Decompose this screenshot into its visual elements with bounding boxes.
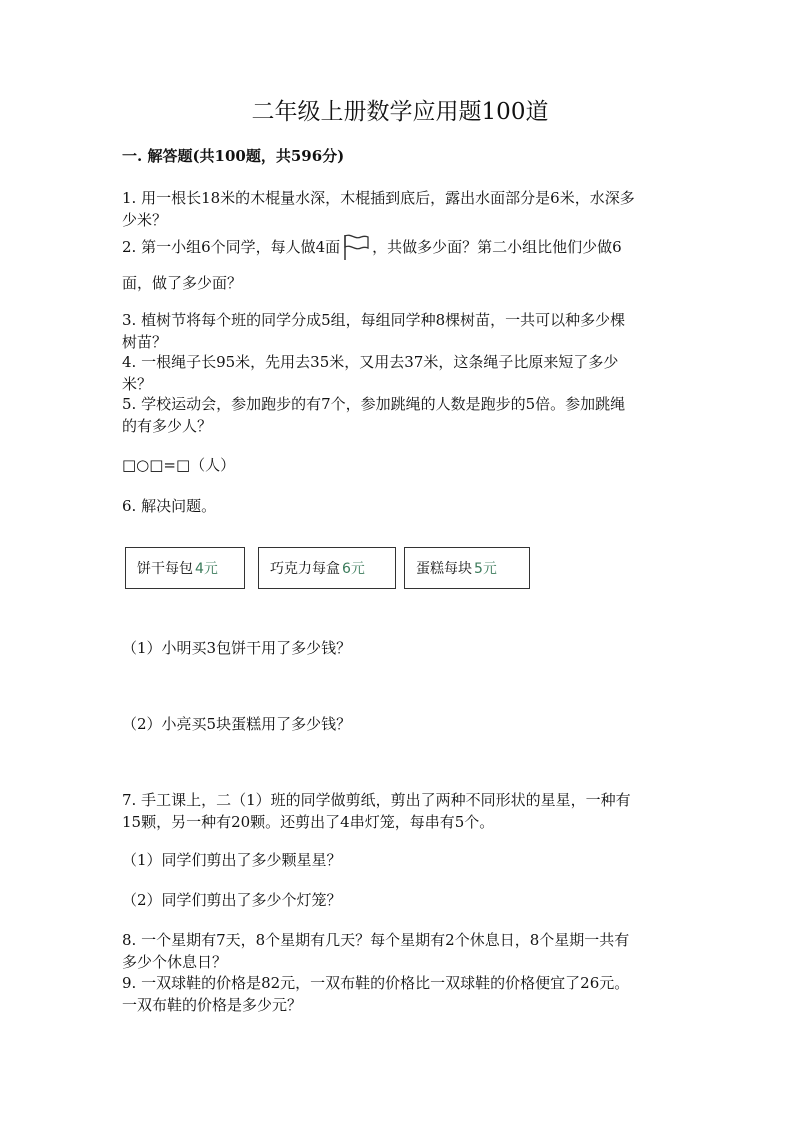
flag-icon <box>342 233 370 261</box>
price-box-label: 巧克力每盒 <box>270 561 340 577</box>
section-heading: 一. 解答题(共100题，共596分) <box>122 147 345 165</box>
question-7-line-2: 15颗，另一种有20颗。还剪出了4串灯笼，每串有5个。 <box>122 813 495 831</box>
question-5-line-1: 5. 学校运动会，参加跑步的有7个，参加跳绳的人数是跑步的5倍。参加跳绳 <box>122 395 626 413</box>
question-4-line-1: 4. 一根绳子长95米，先用去35米，又用去37米，这条绳子比原来短了多少 <box>122 353 619 371</box>
price-box-label: 饼干每包 <box>137 561 193 577</box>
price-value: 5元 <box>474 561 497 577</box>
question-3-line-2: 树苗？ <box>122 333 168 351</box>
price-box-biscuit <box>125 547 245 589</box>
price-box-label: 蛋糕每块 <box>416 561 472 577</box>
question-6-line-1: 6. 解决问题。 <box>122 497 217 515</box>
question-2-text-a: 2. 第一小组6个同学，每人做4面 <box>122 238 341 256</box>
price-value: 6元 <box>342 561 365 577</box>
question-8-line-2: 多少个休息日？ <box>122 953 228 971</box>
question-1-line-1: 1. 用一根长18米的木棍量水深，木棍插到底后，露出水面部分是6米，水深多 <box>122 189 635 207</box>
question-5-line-2: 的有多少人？ <box>122 417 213 435</box>
question-5-formula: □○□=□（人） <box>122 456 236 474</box>
price-value: 4元 <box>195 561 218 577</box>
page-title: 二年级上册数学应用题100道 <box>251 99 549 125</box>
question-2-line-1 <box>122 233 682 261</box>
question-6-sub-2: （2）小亮买5块蛋糕用了多少钱？ <box>122 715 352 733</box>
question-7-line-1: 7. 手工课上，二（1）班的同学做剪纸，剪出了两种不同形状的星星，一种有 <box>122 791 631 809</box>
question-9-line-1: 9. 一双球鞋的价格是82元，一双布鞋的价格比一双球鞋的价格便宜了26元。 <box>122 974 630 992</box>
question-9-line-2: 一双布鞋的价格是多少元？ <box>122 996 303 1014</box>
question-1-line-2: 少米？ <box>122 211 168 229</box>
price-box-cake <box>404 547 530 589</box>
question-4-line-2: 米？ <box>122 375 153 393</box>
question-7-sub-1: （1）同学们剪出了多少颗星星？ <box>122 851 342 869</box>
question-8-line-1: 8. 一个星期有7天，8个星期有几天？每个星期有2个休息日，8个星期一共有 <box>122 931 630 949</box>
question-2-line-2: 面，做了多少面？ <box>122 274 243 292</box>
question-2-text-b: ，共做多少面？第二小组比他们少做6 <box>372 238 622 256</box>
question-7-sub-2: （2）同学们剪出了多少个灯笼？ <box>122 891 342 909</box>
price-box-chocolate <box>258 547 396 589</box>
question-3-line-1: 3. 植树节将每个班的同学分成5组，每组同学种8棵树苗，一共可以种多少棵 <box>122 311 626 329</box>
question-6-sub-1: （1）小明买3包饼干用了多少钱？ <box>122 639 352 657</box>
